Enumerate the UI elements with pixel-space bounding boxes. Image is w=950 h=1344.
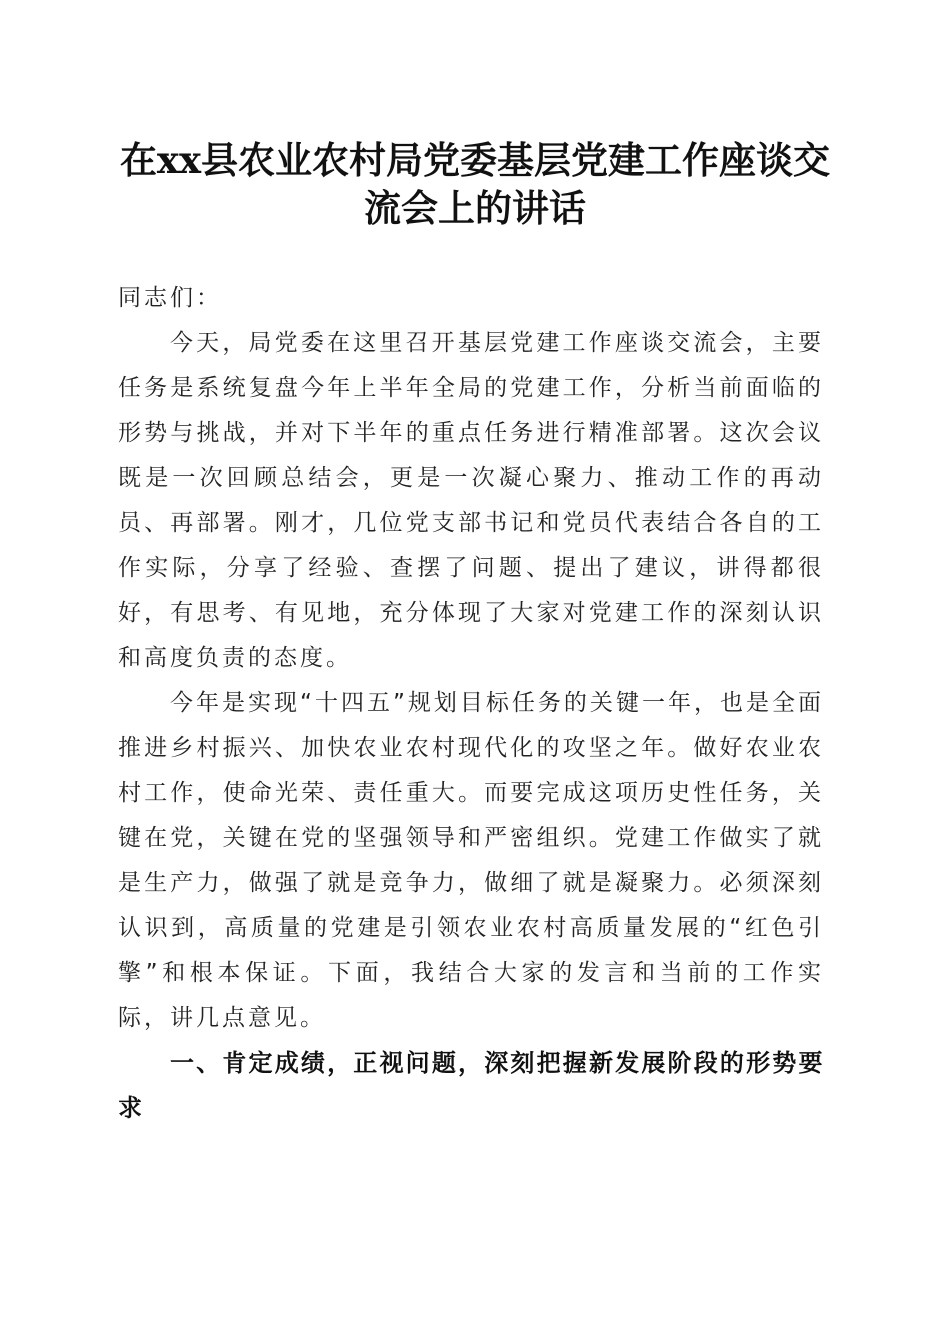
- paragraph-context: 今年是实现“十四五”规划目标任务的关键一年，也是全面推进乡村振兴、加快农业农村现代化的攻坚之年。做好农业农村工作，使命光荣、责任重大。而要完成这项历史性任务，关键在党，关键在党的坚强领导和严密组织。党建工作做实了就是生产力，做强了就是竞争力，做细了就是凝聚力。必须深刻认识到，高质量的党建是引领农业农村高质量发展的“红色引擎”和根本保证。下面，我结合大家的发言和当前的工作实际，讲几点意见。: [118, 690, 824, 1031]
- title-line-2: 流会上的讲话: [364, 186, 586, 230]
- section-heading-1: 一、肯定成绩，正视问题，深刻把握新发展阶段的形势要求: [118, 1049, 824, 1122]
- title-line-1: 在xx县农业农村局党委基层党建工作座谈交: [119, 138, 831, 182]
- document-title: [110, 136, 840, 232]
- document-body: [118, 276, 824, 1131]
- salutation: 同志们：: [118, 285, 222, 311]
- paragraph-intro: 今天，局党委在这里召开基层党建工作座谈交流会，主要任务是系统复盘今年上半年全局的党建工作，分析当前面临的形势与挑战，并对下半年的重点任务进行精准部署。这次会议既是一次回顾总结会，更是一次凝心聚力、推动工作的再动员、再部署。刚才，几位党支部书记和党员代表结合各自的工作实际，分享了经验、查摆了问题、提出了建议，讲得都很好，有思考、有见地，充分体现了大家对党建工作的深刻认识和高度负责的态度。: [118, 330, 824, 671]
